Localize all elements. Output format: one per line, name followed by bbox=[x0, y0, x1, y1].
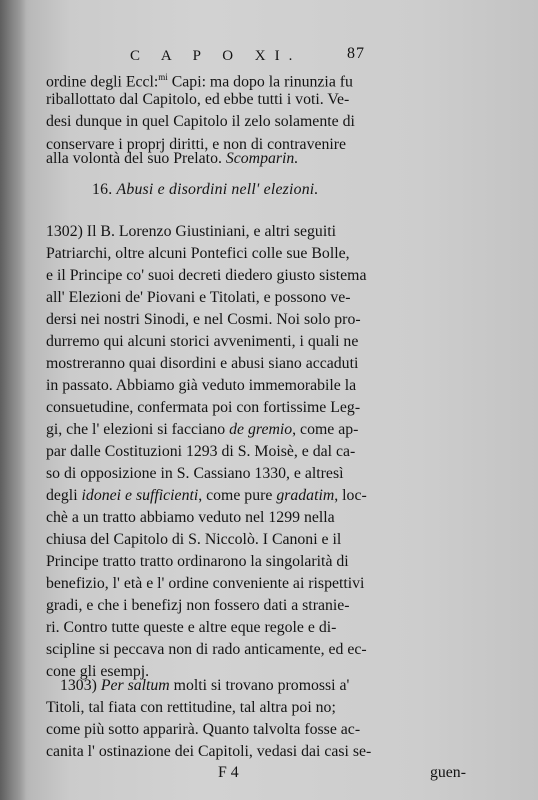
text-line: 1302) Il B. Lorenzo Giustiniani, e altri seguiti bbox=[46, 223, 336, 240]
text-line: par dalle Costituzioni 1293 di S. Moisè, e dal ca- bbox=[46, 443, 356, 460]
text-line: in passato. Abbiamo già veduto immemorabile la bbox=[46, 377, 357, 394]
text-line: riballottato dal Capitolo, ed ebbe tutti i voti. Ve- bbox=[46, 91, 350, 108]
catchword: guen- bbox=[430, 764, 466, 781]
text-line: Titoli, tal fiata con rettitudine, tal altra poi no; bbox=[46, 699, 336, 716]
text-line: gi, che l' elezioni si facciano de gremio, come ap- bbox=[46, 421, 359, 438]
text-line: Patriarchi, oltre alcuni Pontefici colle sue Bolle, bbox=[46, 245, 350, 262]
text-line: canita l' ostinazione dei Capitoli, vedasi dai casi se- bbox=[46, 743, 372, 760]
signature-mark: F 4 bbox=[218, 764, 239, 781]
text-line: come più sotto apparirà. Quanto talvolta fosse ac- bbox=[46, 721, 361, 738]
text-line: durremo qui alcuni storici avvenimenti, i quali ne bbox=[46, 333, 359, 350]
text-line: all' Elezioni de' Piovani e Titolati, e possono ve- bbox=[46, 289, 351, 306]
text-line: desi dunque in quel Capitolo il zelo solamente di bbox=[46, 113, 355, 130]
text-line: chè a un tratto abbiamo veduto nel 1299 nella bbox=[46, 509, 335, 526]
text-line: alla volontà del suo Prelato. Scomparin. bbox=[46, 150, 299, 167]
section-heading bbox=[92, 181, 319, 199]
text-line: consuetudine, confermata poi con fortissime Leg- bbox=[46, 399, 361, 416]
text-line: ri. Contro tutte queste e altre eque regole e di- bbox=[46, 619, 337, 636]
text-line: Principe tratto tratto ordinarono la singolarità di bbox=[46, 553, 349, 570]
section-number: 16. bbox=[92, 181, 113, 198]
page-number: 87 bbox=[347, 45, 365, 62]
text-line: scipline si peccava non di rado anticamente, ed ec- bbox=[46, 641, 367, 658]
text-line: e il Principe co' suoi decreti diedero giusto sistema bbox=[46, 267, 367, 284]
section-title: Abusi e disordini nell' elezioni. bbox=[116, 181, 319, 198]
text-line: gradi, e che i benefizj non fossero dati a stranie- bbox=[46, 597, 350, 614]
text-line: chiusa del Capitolo di S. Niccolò. I Canoni e il bbox=[46, 531, 342, 548]
text-line: 1303) Per saltum molti si trovano promossi a' bbox=[60, 677, 350, 694]
text-line: conservare i proprj diritti, e non di contravenire bbox=[46, 136, 347, 153]
text-line: mostreranno quai disordini e abusi siano accaduti bbox=[46, 355, 359, 372]
text-line: ordine degli Eccl:$^{mi}$ Capi: ma dopo la rinunzia fu bbox=[46, 72, 353, 91]
text-line: so di opposizione in S. Cassiano 1330, e altresì bbox=[46, 465, 344, 482]
text-line: benefizio, l' età e l' ordine conveniente ai rispettivi bbox=[46, 575, 365, 592]
text-line: cone gli esempj. bbox=[46, 663, 150, 680]
running-title: C A P O XI. bbox=[130, 48, 302, 64]
text-line: degli idonei e sufficienti, come pure gradatim, loc- bbox=[46, 487, 367, 504]
text-line: dersi nei nostri Sinodi, e nel Cosmi. Noi solo pro- bbox=[46, 311, 361, 328]
